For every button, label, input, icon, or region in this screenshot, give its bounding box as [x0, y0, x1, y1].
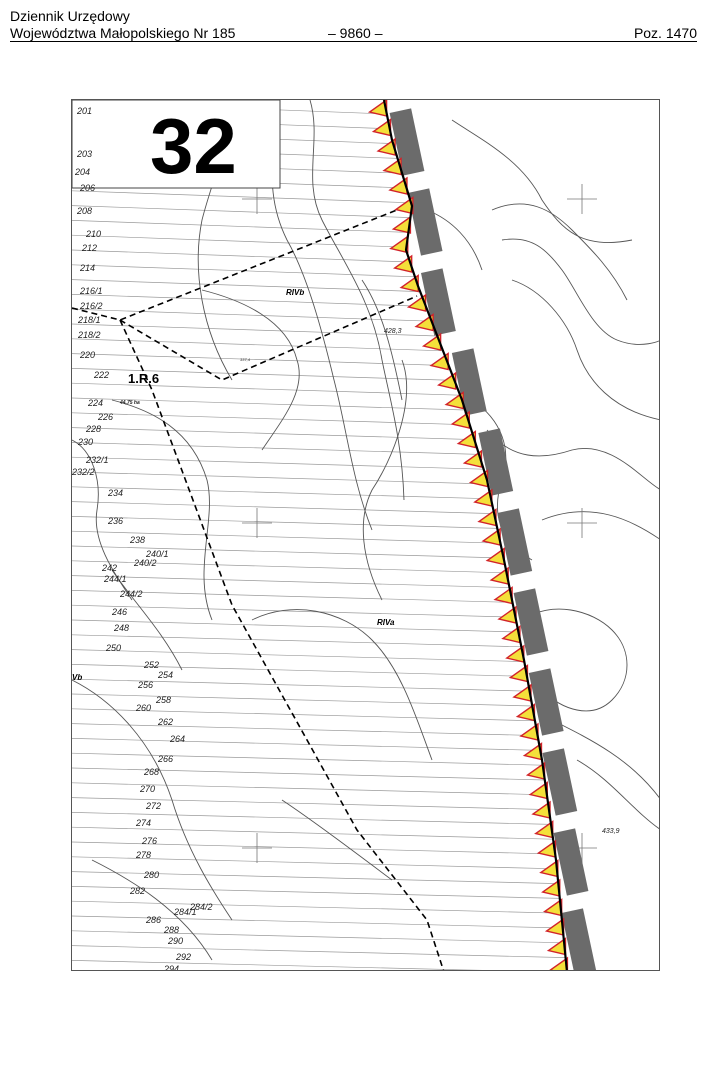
- strip-line: [72, 724, 538, 736]
- parcel-number: 250: [106, 643, 122, 653]
- strip-line: [72, 206, 410, 218]
- spot-height-1: 428,3: [384, 328, 402, 335]
- parcel-number: 212: [82, 243, 98, 253]
- area-size: 44,75 ha: [120, 400, 140, 406]
- parcel-number: 220: [80, 350, 96, 360]
- parcel-number: 270: [140, 784, 156, 794]
- parcel-number: 280: [144, 870, 160, 880]
- parcel-number: 218/2: [78, 330, 101, 340]
- parcel-number: 282: [130, 886, 146, 896]
- parcel-number: 248: [114, 623, 130, 633]
- strip-line: [72, 798, 549, 810]
- parcel-number: 244/2: [120, 589, 143, 599]
- parcel-number: 230: [78, 437, 94, 447]
- parcel-number: 210: [86, 229, 102, 239]
- header-rule: [10, 41, 697, 42]
- boundary-block: [514, 588, 549, 655]
- parcel-number: 294: [164, 964, 180, 972]
- strip-line: [72, 753, 543, 765]
- parcel-number: 216/2: [80, 301, 103, 311]
- parcel-number: 228: [86, 424, 102, 434]
- parcel-number: 264: [170, 734, 186, 744]
- parcel-number: 236: [108, 516, 124, 526]
- parcel-number: 292: [176, 952, 192, 962]
- strip-line: [72, 901, 561, 913]
- boundary-line: [384, 100, 567, 971]
- parcel-number: 232/2: [72, 467, 95, 477]
- soil-class-rivb: RIVb: [286, 288, 305, 297]
- parcel-number: 240/2: [134, 558, 157, 568]
- parcel-number: 232/1: [86, 455, 109, 465]
- parcel-number: 254: [158, 670, 174, 680]
- strip-line: [72, 650, 524, 662]
- parcel-number: 268: [144, 767, 160, 777]
- parcel-number: 204: [75, 167, 91, 177]
- strip-line: [72, 576, 510, 588]
- strip-line: [72, 191, 411, 203]
- parcel-number: 290: [168, 936, 184, 946]
- strip-line: [72, 220, 408, 232]
- parcel-number: 216/1: [80, 286, 103, 296]
- parcel-number: 234: [108, 488, 124, 498]
- parcel-number: 222: [94, 370, 110, 380]
- position-number: Poz. 1470: [633, 25, 697, 41]
- parcel-number: 288: [164, 925, 180, 935]
- parcel-number: 218/1: [78, 315, 101, 325]
- strip-line: [72, 250, 410, 262]
- page-number: – 9860 –: [328, 25, 383, 41]
- strip-line: [72, 516, 497, 528]
- strip-line: [72, 457, 484, 469]
- page-header: [10, 8, 697, 44]
- soil-class-vb: Vb: [72, 673, 83, 682]
- map-canvas: [72, 100, 660, 971]
- strip-line: [72, 931, 564, 943]
- parcel-number: 244/1: [104, 574, 127, 584]
- parcel-number: 203: [77, 149, 93, 159]
- boundary-block: [529, 668, 564, 735]
- soil-class-riva: RIVa: [377, 618, 395, 627]
- parcel-number: 274: [136, 818, 152, 828]
- strip-line: [72, 294, 426, 306]
- strip-line: [72, 502, 494, 514]
- spot-height-2: 433,9: [602, 828, 620, 835]
- strip-line: [72, 487, 491, 499]
- strip-line: [72, 664, 527, 676]
- parcel-number: 242: [102, 563, 118, 573]
- parcel-number: 201: [77, 106, 93, 116]
- strip-line: [72, 635, 521, 647]
- parcel-number: 224: [88, 398, 104, 408]
- parcel-number: 262: [158, 717, 174, 727]
- strip-line: [72, 605, 515, 617]
- parcel-number: 240/1: [146, 549, 169, 559]
- parcel-number: 276: [142, 836, 158, 846]
- strip-line: [72, 472, 488, 484]
- map-sheet: [71, 99, 660, 971]
- boundary-triangles: [370, 100, 568, 971]
- grid-crosses: [242, 184, 597, 863]
- boundary-block: [497, 508, 532, 575]
- parcel-number: 214: [80, 263, 96, 273]
- strip-line: [72, 946, 566, 958]
- parcel-number: 252: [144, 660, 160, 670]
- journal-title: Dziennik Urzędowy: [10, 8, 130, 24]
- strip-line: [72, 960, 567, 971]
- journal-subtitle: Województwa Małopolskiego Nr 185: [10, 25, 236, 41]
- strip-line: [72, 413, 470, 425]
- parcel-number: 266: [158, 754, 174, 764]
- strip-line: [72, 546, 504, 558]
- parcel-number: 256: [138, 680, 154, 690]
- parcel-number: 284/2: [190, 902, 213, 912]
- parcel-number: 278: [136, 850, 152, 860]
- parcel-number: 238: [130, 535, 146, 545]
- strip-line: [72, 886, 560, 898]
- area-label: 1.R.6: [128, 371, 160, 386]
- area-boundary-dashed: [72, 204, 444, 971]
- parcel-labels: [72, 106, 213, 971]
- strip-line: [72, 768, 545, 780]
- strip-line: [72, 620, 518, 632]
- strip-line: [72, 738, 540, 750]
- parcel-number: 260: [136, 703, 152, 713]
- strip-line: [72, 235, 406, 247]
- strip-line: [72, 339, 443, 351]
- parcel-number: 226: [98, 412, 114, 422]
- parcel-number: 208: [77, 206, 93, 216]
- parcel-number: 286: [146, 915, 162, 925]
- sheet-number: 32: [150, 102, 237, 190]
- parcel-number: 246: [112, 607, 128, 617]
- parcel-number: 206: [80, 183, 96, 193]
- small-note: 337,4: [240, 357, 251, 362]
- parcel-number: 284/1: [174, 907, 197, 917]
- parcel-number: 272: [146, 801, 162, 811]
- parcel-number: 258: [156, 695, 172, 705]
- strip-line: [72, 442, 479, 454]
